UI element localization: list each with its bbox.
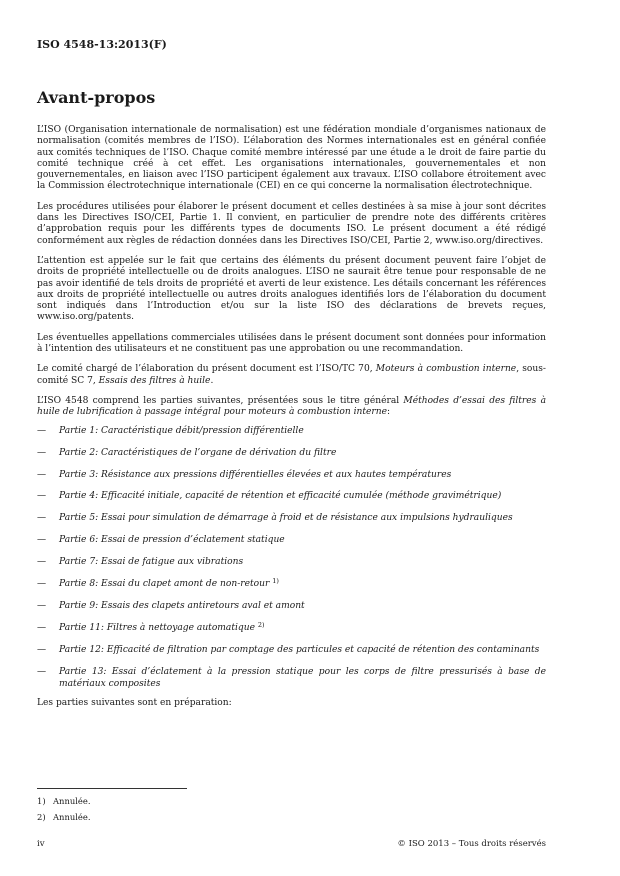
list-item <box>37 645 546 656</box>
list-dash: — <box>37 447 47 458</box>
list-item <box>37 448 546 459</box>
paragraph-committee <box>37 364 546 387</box>
paragraph-patents: L’attention est appelée sur le fait que certains des éléments du présent document peuvent faire l’objet de droits de propriété intellectuelle ou de droits analogues. L’ISO ne saurait être tenue pour responsable de ne pas avoir identifié de tels droits de propriété et averti de leur existence. Les détails concernant les références aux droits de propriété intellectuelle ou autres droits analogues identifiés lors de l’élaboration du document sont indiqués dans l’Introduction et/ou sur la liste ISO des déclarations de brevets reçues, www.iso.org/patents. <box>37 255 546 323</box>
list-item <box>37 535 546 546</box>
footnote-text: Annulée. <box>53 796 91 806</box>
footnote <box>37 812 90 822</box>
committee-prefix: Le comité chargé de l’élaboration du présent document est l’ISO/TC 70, <box>37 364 376 375</box>
committee-suffix: . <box>210 375 214 386</box>
footnote-ref[interactable]: 2) <box>257 621 265 630</box>
committee-middle: , sous-comité SC 7, <box>37 364 546 386</box>
footnote-number: 2) <box>37 812 46 822</box>
list-dash: — <box>37 469 47 480</box>
footnote-number: 1) <box>37 796 46 806</box>
footnote-separator <box>37 788 187 789</box>
footnotes <box>37 796 90 828</box>
list-dash: — <box>37 601 47 612</box>
list-item-text: Partie 7: Essai de fatigue aux vibrations <box>59 557 244 568</box>
list-item <box>37 426 546 437</box>
list-item <box>37 623 546 634</box>
list-dash: — <box>37 645 47 656</box>
paragraph-series-intro <box>37 396 546 419</box>
footnote-text: Annulée. <box>53 812 91 822</box>
list-item-text: Partie 4: Efficacité initiale, capacité de rétention et efficacité cumulée (méthode gravimétrique) <box>59 491 502 502</box>
list-dash: — <box>37 425 47 436</box>
series-general-title: Méthodes d’essai des filtres à huile de lubrification à passage intégral pour moteurs à combustion interne <box>37 395 546 418</box>
copyright-notice: © ISO 2013 – Tous droits réservés <box>397 839 546 849</box>
list-item-text: Partie 8: Essai du clapet amont de non-retour <box>59 579 270 590</box>
paragraph-in-preparation: Les parties suivantes sont en préparation: <box>37 697 232 708</box>
list-item-text: Partie 6: Essai de pression d’éclatement statique <box>59 535 285 546</box>
series-suffix: : <box>387 407 391 418</box>
paragraph-iso-intro: L’ISO (Organisation internationale de normalisation) est une fédération mondiale d’organismes nationaux de normalisation (comités membres de l’ISO). L’élaboration des Normes internationales est en général confiée aux comités techniques de l’ISO. Chaque comité membre intéressé par une étude a le droit de faire partie du comité technique créé à cet effet. Les organisations internationales, gouvernementales et non gouvernementales, en liaison avec l’ISO participent également aux travaux. L’ISO collabore étroitement avec la Commission électrotechnique internationale (CEI) en ce qui concerne la normalisation électrotechnique. <box>37 125 546 192</box>
page-number: iv <box>37 839 45 849</box>
document-identifier: ISO 4548-13:2013(F) <box>37 38 167 51</box>
list-dash: — <box>37 579 47 590</box>
list-item <box>37 667 546 690</box>
committee-sc-title: Essais des filtres à huile <box>98 375 211 386</box>
footnote <box>37 796 90 806</box>
list-dash: — <box>37 535 47 546</box>
list-dash: — <box>37 557 47 568</box>
list-item <box>37 513 546 524</box>
list-item <box>37 491 546 502</box>
parts-list <box>37 426 546 690</box>
series-prefix: L’ISO 4548 comprend les parties suivantes, présentées sous le titre général <box>37 395 404 406</box>
list-item-text: Partie 3: Résistance aux pressions différentielles élevées et aux hautes températures <box>59 469 452 480</box>
page-title: Avant-propos <box>37 88 156 107</box>
list-item <box>37 470 546 481</box>
list-dash: — <box>37 667 47 678</box>
paragraph-trade-names: Les éventuelles appellations commerciales utilisées dans le présent document sont données pour information à l’intention des utilisateurs et ne constituent pas une approbation ou une recommandation. <box>37 332 546 355</box>
list-item-text: Partie 2: Caractéristiques de l’organe de dérivation du filtre <box>59 447 337 458</box>
footnote-ref[interactable]: 1) <box>272 577 279 586</box>
list-item <box>37 579 546 590</box>
list-dash: — <box>37 623 47 634</box>
foreword-body <box>37 125 546 718</box>
paragraph-procedures: Les procédures utilisées pour élaborer le présent document et celles destinées à sa mise à jour sont décrites dans les Directives ISO/CEI, Partie 1. Il convient, en particulier de prendre note des différents critères d’approbation requis pour les différents types de documents ISO. Le présent document a été rédigé conformément aux règles de rédaction données dans les Directives ISO/CEI, Partie 2, www.iso.org/directives. <box>37 201 546 246</box>
list-dash: — <box>37 491 47 502</box>
list-item-text: Partie 1: Caractéristique débit/pression différentielle <box>59 425 304 436</box>
list-item-text: Partie 9: Essais des clapets antiretours aval et amont <box>59 601 305 612</box>
list-item-text: Partie 13: Essai d’éclatement à la pression statique pour les corps de filtre pressurisés à base de matériaux composites <box>59 667 546 689</box>
list-item <box>37 557 546 568</box>
list-item-text: Partie 11: Filtres à nettoyage automatique <box>59 623 255 634</box>
list-item-text: Partie 5: Essai pour simulation de démarrage à froid et de résistance aux impulsions hydrauliques <box>59 513 513 524</box>
list-item-text: Partie 12: Efficacité de filtration par comptage des particules et capacité de rétention des contaminants <box>59 645 540 656</box>
list-dash: — <box>37 513 47 524</box>
list-item <box>37 601 546 612</box>
committee-tc-title: Moteurs à combustion interne <box>375 364 517 375</box>
